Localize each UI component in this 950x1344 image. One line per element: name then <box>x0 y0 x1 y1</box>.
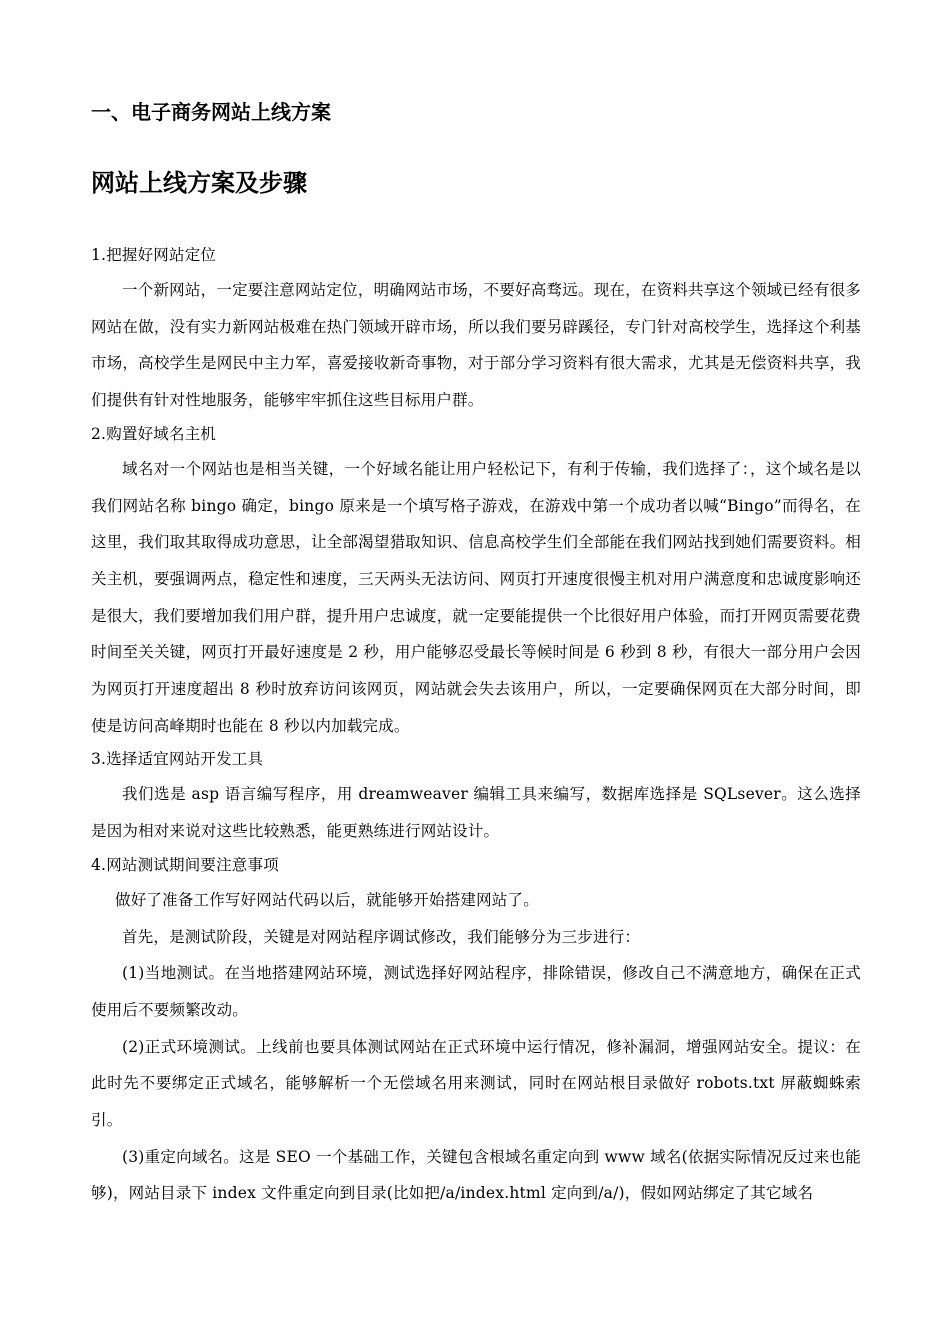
document-title: 一、电子商务网站上线方案 <box>91 100 331 124</box>
section-heading-2: 2.购置好域名主机 <box>91 424 217 443</box>
document-body <box>91 240 861 1212</box>
section-heading-1: 1.把握好网站定位 <box>91 246 217 264</box>
section-1-paragraph: 一个新网站，一定要注意网站定位，明确网站市场，不要好高骛远。现在，在资料共享这个领域已经有很多网站在做，没有实力新网站极难在热门领域开辟市场，所以我们要另辟蹊径，专门针对高校学生，选择这个利基市场，高校学生是网民中主力军，喜爱接收新奇事物，对于部分学习资料有很大需求，尤其是无偿资料共享，我们提供有针对性地服务，能够牢牢抓住这些目标用户群。 <box>91 281 861 410</box>
section-3-paragraph: 我们选是 asp 语言编写程序，用 dreamweaver 编辑工具来编写，数据库选择是 SQLsever。这么选择是因为相对来说对这些比较熟悉，能更熟练进行网站设计。 <box>91 785 861 841</box>
section-4-paragraph-3: (1)当地测试。在当地搭建网站环境，测试选择好网站程序，排除错误，修改自己不满意地方，确保在正式使用后不要频繁改动。 <box>91 964 861 1019</box>
document-subtitle: 网站上线方案及步骤 <box>91 168 307 197</box>
section-4-paragraph-4: (2)正式环境测试。上线前也要具体测试网站在正式环境中运行情况，修补漏洞，增强网站安全。提议：在此时先不要绑定正式域名，能够解析一个无偿域名用来测试，同时在网站根目录做好 robots.txt 屏蔽蜘蛛索引。 <box>91 1037 861 1130</box>
section-heading-4: 4.网站测试期间要注意事项 <box>91 855 279 874</box>
section-2-paragraph: 域名对一个网站也是相当关键，一个好域名能让用户轻松记下，有利于传输，我们选择了：，这个域名是以我们网站名称 bingo 确定，bingo 原来是一个填写格子游戏，在游戏中第一个成功者以喊“Bingo”而得名，在这里，我们取其取得成功意思，让全部渴望猎取知识、信息高校学生们全部能在我们网站找到她们需要资料。相关主机，要强调两点，稳定性和速度，三天两头无法访问、网页打开速度很慢主机对用户满意度和忠诚度影响还是很大，我们要增加我们用户群，提升用户忠诚度，就一定要能提供一个比很好用户体验，而打开网页需要花费时间至关关键，网页打开最好速度是 2 秒，用户能够忍受最长等候时间是 6 秒到 8 秒，有很大一部分用户会因为网页打开速度超出 8 秒时放弃访问该网页，网站就会失去该用户，所以，一定要确保网页在大部分时间，即使是访问高峰期时也能在 8 秒以内加载完成。 <box>91 459 861 735</box>
section-4-paragraph-5: (3)重定向域名。这是 SEO 一个基础工作，关键包含根域名重定向到 www 域名(依据实际情况反过来也能够)，网站目录下 index 文件重定向到目录(比如把/a/index.html 定向到/a/)，假如网站绑定了其它域名 <box>91 1147 861 1203</box>
section-4-paragraph-2: 首先，是测试阶段，关键是对网站程序调试修改，我们能够分为三步进行： <box>122 927 641 946</box>
section-heading-3: 3.选择适宜网站开发工具 <box>91 750 264 769</box>
section-4-paragraph-1: 做好了准备工作写好网站代码以后，就能够开始搭建网站了。 <box>115 890 539 909</box>
